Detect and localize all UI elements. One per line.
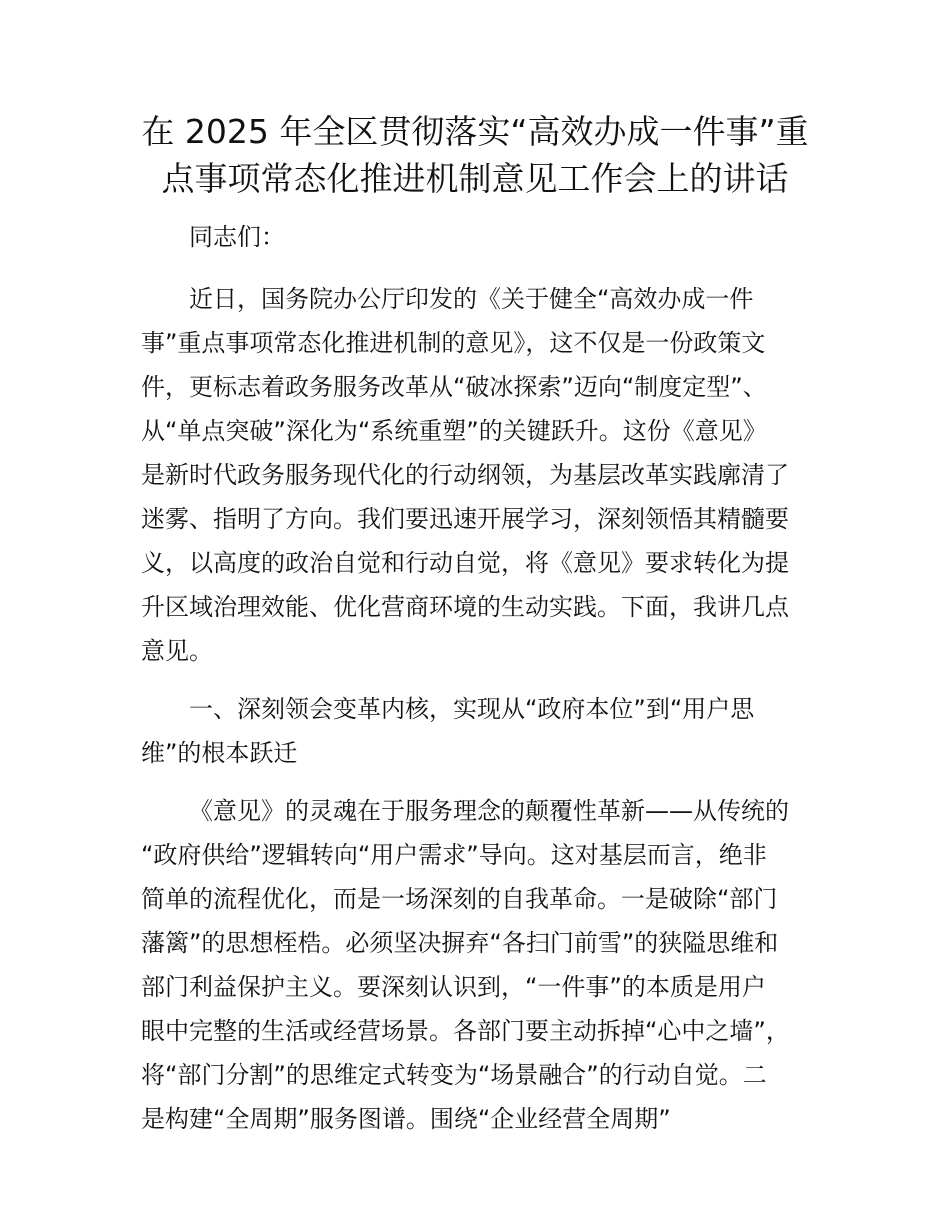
text-line: 事”重点事项常态化推进机制的意见》，这不仅是一份政策文 [141, 329, 766, 357]
paragraph-intro [141, 277, 813, 673]
paragraph-section-1 [141, 789, 813, 1141]
text-line: 意见。 [141, 637, 213, 665]
salutation-text: 同志们： [189, 223, 285, 251]
text-line: 眼中完整的生活或经营场景。各部门要主动拆掉“心中之墙”， [141, 1017, 790, 1045]
document-body [141, 215, 813, 1141]
text-line: 藩篱”的思想桎梏。必须坚决摒弃“各扫门前雪”的狭隘思维和 [141, 929, 779, 957]
title-line: 在 2025 年全区贯彻落实“高效办成一件事”重 [141, 112, 809, 151]
text-line: 是新时代政务服务现代化的行动纲领，为基层改革实践廓清了 [141, 461, 789, 489]
text-line: 《意见》的灵魂在于服务理念的颠覆性革新——从传统的 [189, 797, 789, 825]
text-line: 是构建“全周期”服务图谱。围绕“企业经营全周期” [141, 1105, 671, 1133]
text-line: 从“单点突破”深化为“系统重塑”的关键跃升。这份《意见》 [141, 417, 767, 445]
text-line: 将“部门分割”的思维定式转变为“场景融合”的行动自觉。二 [141, 1061, 767, 1089]
text-line: 迷雾、指明了方向。我们要迅速开展学习，深刻领悟其精髓要 [141, 505, 789, 533]
text-line: 部门利益保护主义。要深刻认识到，“一件事”的本质是用户 [141, 973, 766, 1001]
section-heading-1 [141, 687, 813, 775]
text-line: 近日，国务院办公厅印发的《关于健全“高效办成一件 [189, 285, 754, 313]
text-line: 升区域治理效能、优化营商环境的生动实践。下面，我讲几点 [141, 593, 789, 621]
salutation [141, 215, 813, 259]
text-line: 简单的流程优化，而是一场深刻的自我革命。一是破除“部门 [141, 885, 778, 913]
document-title [100, 108, 850, 202]
title-line: 点事项常态化推进机制意见工作会上的讲话 [161, 159, 789, 198]
heading-line: 一、深刻领会变革内核，实现从“政府本位”到“用户思 [189, 695, 755, 723]
text-line: 义，以高度的政治自觉和行动自觉，将《意见》要求转化为提 [141, 549, 789, 577]
text-line: “政府供给”逻辑转向“用户需求”导向。这对基层而言，绝非 [141, 841, 767, 869]
heading-line: 维”的根本跃迁 [141, 739, 298, 767]
text-line: 件，更标志着政务服务改革从“破冰探索”迈向“制度定型”、 [141, 373, 767, 401]
